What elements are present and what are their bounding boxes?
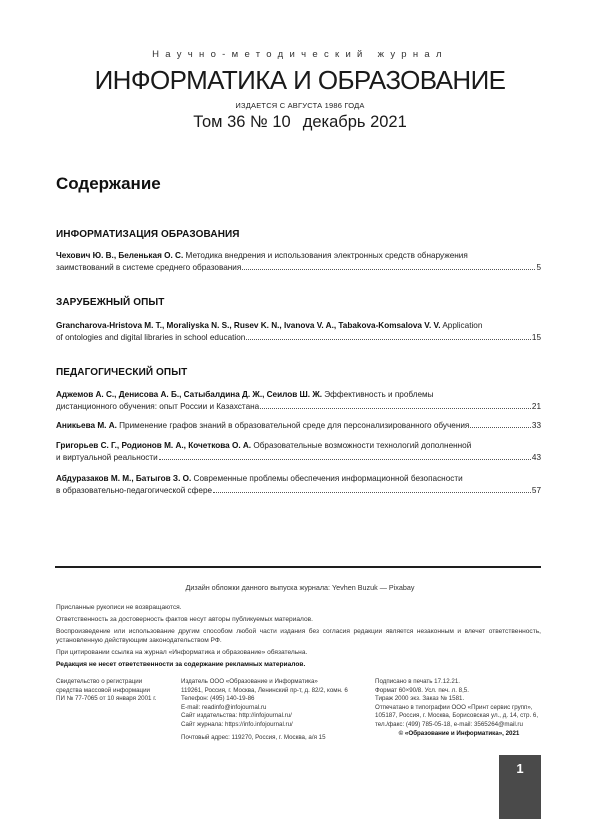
dot-leader — [242, 269, 535, 270]
printing-line: Формат 60×90/8. Усл. печ. л. 8,5. — [375, 686, 469, 694]
entry-page: 43 — [531, 452, 541, 462]
entry-authors: Григорьев С. Г., Родионов М. А., Кочеткова О. А. — [56, 441, 252, 450]
issue-info — [0, 113, 600, 132]
entry-title-cont: of ontologies and digital libraries in school education — [56, 332, 246, 342]
entry-title-cont: в образовательно-педагогической сфере — [56, 485, 213, 495]
entry-authors: Абдуразаков М. М., Батыгов З. О. — [56, 474, 192, 483]
publisher-address: 119261, Россия, г. Москва, Ленинский пр-т, д. 82/2, комн. 6 — [181, 686, 348, 694]
registration-line: Свидетельство о регистрации — [56, 678, 143, 685]
toc-entry[interactable] — [56, 320, 541, 343]
registration-info — [56, 678, 176, 704]
dot-leader — [246, 339, 531, 340]
note: Присланные рукописи не возвращаются. — [56, 604, 182, 611]
dot-leader — [159, 459, 531, 460]
entry-title: Образовательные возможности технологий дополненной — [253, 441, 472, 450]
publisher-phone: Телефон: (495) 140-19-86 — [181, 695, 255, 703]
publisher-site-link[interactable]: Сайт издательства: http://infojournal.ru/ — [181, 712, 292, 720]
entry-page: 21 — [531, 401, 541, 411]
toc-entry[interactable] — [56, 389, 541, 412]
publisher-line: Издатель ООО «Образование и Информатика» — [181, 678, 318, 685]
editorial-notes — [56, 603, 541, 672]
toc-entry[interactable] — [56, 420, 541, 432]
entry-authors: Чехович Ю. В., Беленькая О. С. — [56, 251, 184, 260]
toc-entry[interactable] — [56, 440, 541, 463]
printing-line: Отпечатано в типографии ООО «Принт сервис групп», — [375, 703, 533, 711]
entry-title: Методика внедрения и использования электронных средств обнаружения — [185, 251, 468, 260]
entry-title: Application — [442, 321, 483, 330]
note: При цитировании ссылка на журнал «Информатика и образование» обязательна. — [56, 649, 308, 656]
issue-date: декабрь 2021 — [302, 113, 407, 131]
entry-authors: Аникьева М. А. — [56, 421, 117, 430]
postal-address: Почтовый адрес: 119270, Россия, г. Москва, а/я 15 — [181, 733, 326, 741]
contents-title: Содержание — [56, 174, 161, 193]
entry-title-cont: и виртуальной реальности — [56, 452, 158, 462]
note: Ответственность за достоверность фактов несут авторы публикуемых материалов. — [56, 616, 313, 623]
toc-entry[interactable] — [56, 250, 541, 273]
section-title: ПЕДАГОГИЧЕСКИЙ ОПЫТ — [56, 367, 188, 378]
entry-page: 5 — [536, 262, 541, 272]
page-number-block — [499, 755, 541, 819]
entry-title-cont: заимствований в системе среднего образования — [56, 262, 242, 272]
dot-leader — [213, 492, 531, 493]
issue-volume: Том 36 № 10 — [193, 113, 291, 131]
entry-title: Современные проблемы обеспечения информационной безопасности — [193, 474, 463, 483]
toc-entry[interactable] — [56, 473, 541, 496]
journal-title: ИНФОРМАТИКА И ОБРАЗОВАНИЕ — [94, 65, 506, 95]
journal-subtitle: Научно-методический журнал — [152, 49, 448, 60]
printing-info — [375, 678, 543, 738]
section-title: ИНФОРМАТИЗАЦИЯ ОБРАЗОВАНИЯ — [56, 229, 240, 240]
printing-line: Тираж 2000 экз. Заказ № 1581. — [375, 695, 465, 703]
publisher-email[interactable]: E-mail: readinfo@infojournal.ru — [181, 703, 267, 711]
entry-page: 33 — [531, 421, 541, 430]
section-title: ЗАРУБЕЖНЫЙ ОПЫТ — [56, 297, 165, 308]
printing-line: тел./факс: (499) 785-05-18, e-mail: 3565264@mail.ru — [375, 720, 523, 728]
printing-line: Подписано в печать 17.12.21. — [375, 678, 460, 685]
page-number: 1 — [516, 761, 524, 776]
dot-leader — [260, 408, 531, 409]
dot-leader — [470, 427, 531, 428]
note: Воспроизведение или использование другим способом любой части издания без согласия редакции является незаконным и влечет ответственность, установленную действующим законодательством РФ. — [56, 628, 541, 644]
note-disclaimer: Редакция не несет ответственности за содержание рекламных материалов. — [56, 661, 306, 668]
journal-since: ИЗДАЕТСЯ С АВГУСТА 1986 ГОДА — [235, 101, 365, 110]
printing-line: 105187, Россия, г. Москва, Борисовская ул., д. 14, стр. 6, — [375, 712, 539, 720]
entry-authors: Аджемов А. С., Денисова А. Б., Сатыбалдина Д. Ж., Сеилов Ш. Ж. — [56, 390, 322, 399]
entry-title: Применение графов знаний в образовательной среде для персонализированного обучения — [119, 421, 470, 430]
publisher-info — [181, 678, 371, 742]
entry-authors: Grancharova-Hristova M. T., Moraliyska N. S., Rusev K. N., Ivanova V. A., Tabakova-Komsalova V. V. — [56, 321, 441, 330]
entry-title: Эффективность и проблемы — [324, 390, 434, 399]
registration-line: ПИ № 77-7065 от 10 января 2001 г. — [56, 695, 157, 703]
registration-line: средства массовой информации — [56, 686, 150, 694]
journal-site-link[interactable]: Сайт журнала: https://info.infojournal.ru/ — [181, 720, 293, 728]
cover-credit: Дизайн обложки данного выпуска журнала: Yevhen Buzuk — Pixabay — [185, 583, 415, 592]
entry-page: 57 — [531, 485, 541, 495]
entry-page: 15 — [531, 332, 541, 342]
horizontal-rule — [55, 566, 541, 568]
copyright: © «Образование и Информатика», 2021 — [398, 729, 520, 737]
entry-title-cont: дистанционного обучения: опыт России и Казахстана — [56, 401, 260, 411]
